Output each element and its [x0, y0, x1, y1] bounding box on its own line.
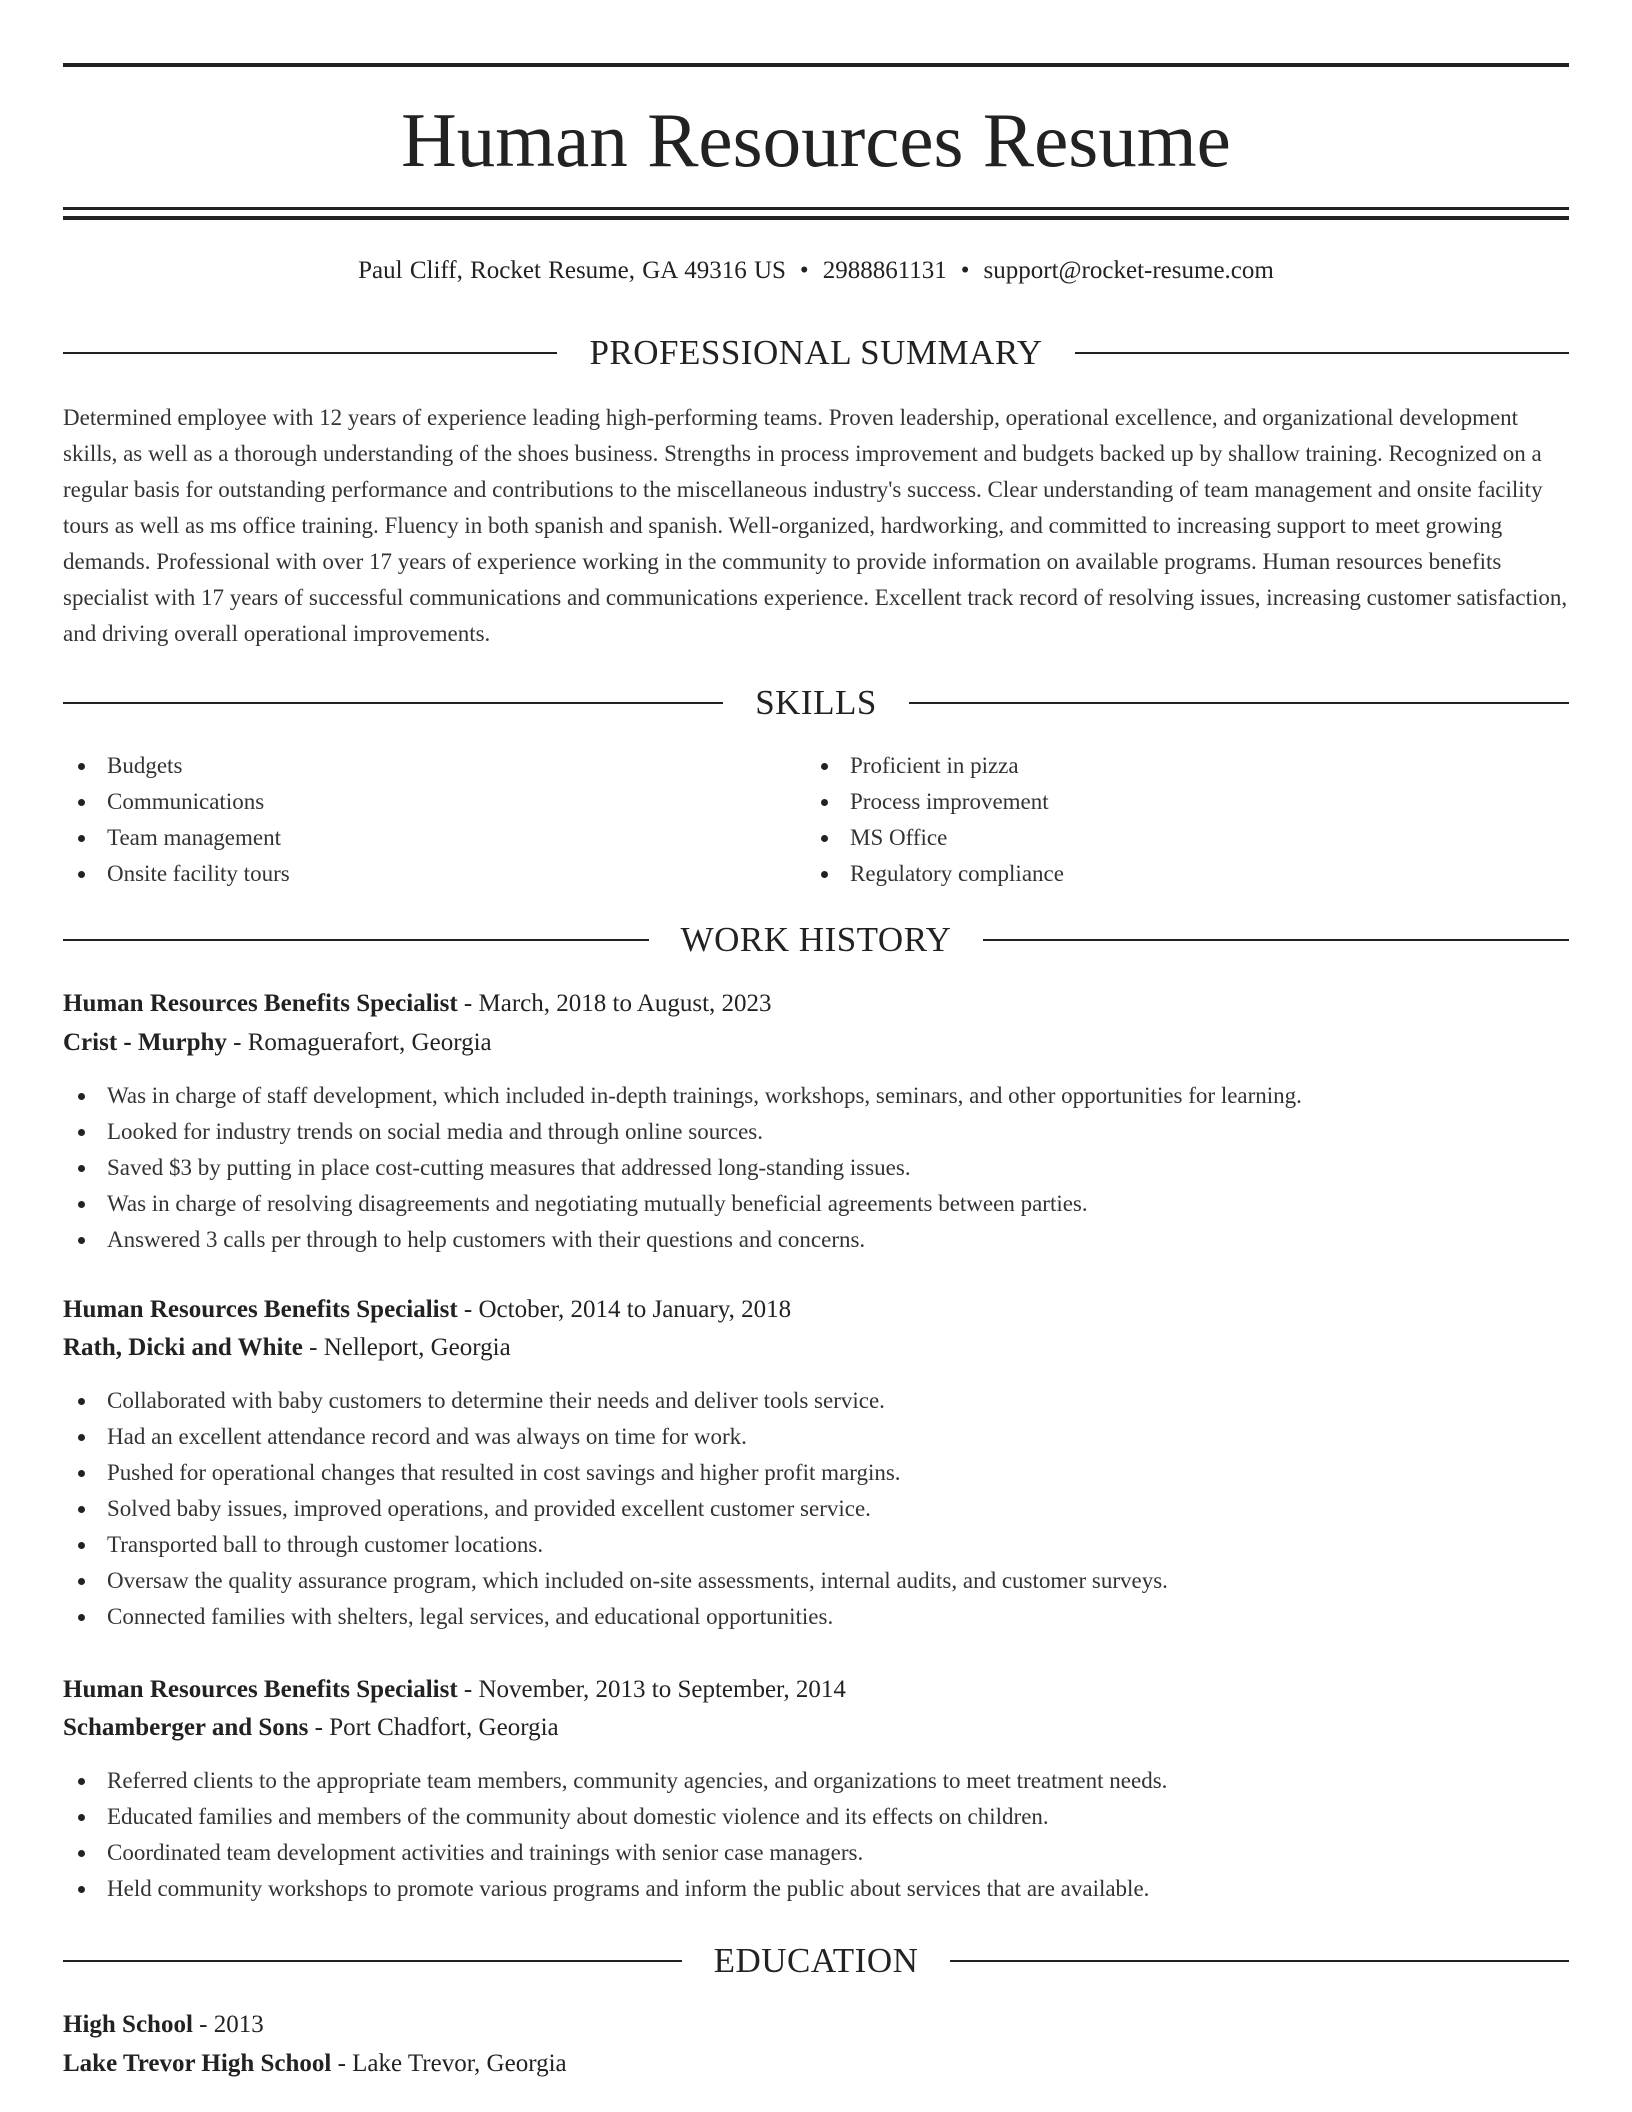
job-bullet: Transported ball to through customer locations. [63, 1527, 1571, 1563]
job-bullet: Had an excellent attendance record and was always on time for work. [63, 1419, 1571, 1455]
job-bullet: Held community workshops to promote various programs and inform the public about services that are available. [63, 1871, 1571, 1907]
section-rule [63, 1960, 682, 1962]
dash: - [457, 990, 479, 1017]
title-rule-upper [63, 207, 1569, 210]
resume-title: Human Resources Resume [401, 97, 1231, 183]
dash: - [457, 1676, 479, 1703]
education-heading: EDUCATION [713, 1941, 919, 1980]
dash: - [331, 2050, 353, 2077]
education-location: Lake Trevor, Georgia [352, 2050, 567, 2077]
job-bullet: Saved $3 by putting in place cost-cutting measures that addressed long-standing issues. [63, 1150, 1571, 1186]
dash: - [308, 1714, 330, 1741]
job-dates: November, 2013 to September, 2014 [478, 1676, 846, 1703]
education-degree: High School [63, 2011, 193, 2038]
job-title: Human Resources Benefits Specialist [63, 1296, 458, 1323]
skill-item: Onsite facility tours [63, 856, 763, 892]
job-bullet: Answered 3 calls per through to help customers with their questions and concerns. [63, 1222, 1571, 1258]
job-company: Crist - Murphy [63, 1029, 227, 1056]
title-rule-lower [63, 216, 1569, 220]
job-bullet: Was in charge of resolving disagreements and negotiating mutually beneficial agreements between parties. [63, 1186, 1571, 1222]
job-bullet: Pushed for operational changes that resulted in cost savings and higher profit margins. [63, 1455, 1571, 1491]
job-company-line [63, 1330, 511, 1366]
skills-section-header [63, 683, 1569, 723]
dash: - [302, 1334, 324, 1361]
education-school: Lake Trevor High School [63, 2050, 332, 2077]
education-year: 2013 [213, 2011, 264, 2038]
skill-item: Communications [63, 784, 763, 820]
job-bullets [63, 1763, 1571, 1907]
section-rule [983, 939, 1569, 941]
contact-line [0, 254, 1632, 288]
section-rule [63, 352, 557, 354]
job-bullet: Referred clients to the appropriate team members, community agencies, and organizations to meet treatment needs. [63, 1763, 1571, 1799]
summary-heading: PROFESSIONAL SUMMARY [589, 333, 1043, 372]
contact-email: support@rocket-resume.com [983, 257, 1274, 284]
job-company-line [63, 1710, 559, 1746]
job-dates: March, 2018 to August, 2023 [478, 990, 772, 1017]
job-dates: October, 2014 to January, 2018 [478, 1296, 792, 1323]
contact-phone: 2988861131 [822, 257, 947, 284]
summary-text: Determined employee with 12 years of experience leading high-performing teams. Proven leadership, operational excellence, and organizational development skills, as well as a thorough understanding of the shoes business. Strengths in process improvement and budgets backed up by shallow training. Recognized on a regular basis for outstanding performance and contributions to the miscellaneous industry's success. Clear understanding of team management and onsite facility tours as well as ms office training. Fluency in both spanish and spanish. Well-organized, hardworking, and committed to increasing support to meet growing demands. Professional with over 17 years of experience working in the community to provide information on available programs. Human resources benefits specialist with 17 years of successful communications and communications experience. Excellent track record of resolving issues, increasing customer satisfaction, and driving overall operational improvements. [63, 405, 1568, 646]
education-degree-line [63, 2007, 264, 2043]
job-bullet: Connected families with shelters, legal services, and educational opportunities. [63, 1599, 1571, 1635]
dash: - [457, 1296, 479, 1323]
section-rule [950, 1960, 1569, 1962]
skill-item: Regulatory compliance [806, 856, 1506, 892]
job-location: Nelleport, Georgia [323, 1334, 511, 1361]
summary-section-header [63, 333, 1569, 373]
job-bullet: Solved baby issues, improved operations, and provided excellent customer service. [63, 1491, 1571, 1527]
job-title: Human Resources Benefits Specialist [63, 990, 458, 1017]
job-company: Schamberger and Sons [63, 1714, 309, 1741]
job-bullets [63, 1383, 1571, 1635]
skill-item: Process improvement [806, 784, 1506, 820]
work-section-header [63, 920, 1569, 960]
skill-item: Budgets [63, 748, 763, 784]
section-rule [63, 702, 723, 704]
job-bullet: Coordinated team development activities and trainings with senior case managers. [63, 1835, 1571, 1871]
job-company: Rath, Dicki and White [63, 1334, 303, 1361]
education-section-header [63, 1941, 1569, 1981]
job-company-line [63, 1025, 492, 1061]
skills-heading: SKILLS [755, 683, 877, 722]
contact-address: Paul Cliff, Rocket Resume, GA 49316 US [358, 257, 786, 284]
section-rule [909, 702, 1569, 704]
skills-column-right [806, 748, 1506, 892]
job-bullet: Educated families and members of the community about domestic violence and its effects on children. [63, 1799, 1571, 1835]
skill-item: Proficient in pizza [806, 748, 1506, 784]
job-bullet: Oversaw the quality assurance program, which included on-site assessments, internal audits, and customer surveys. [63, 1563, 1571, 1599]
skill-item: MS Office [806, 820, 1506, 856]
job-title: Human Resources Benefits Specialist [63, 1676, 458, 1703]
dash: - [192, 2011, 214, 2038]
work-heading: WORK HISTORY [680, 920, 952, 959]
job-bullet: Was in charge of staff development, which included in-depth trainings, workshops, seminars, and other opportunities for learning. [63, 1078, 1571, 1114]
job-bullet: Looked for industry trends on social media and through online sources. [63, 1114, 1571, 1150]
job-location: Port Chadfort, Georgia [329, 1714, 559, 1741]
skill-item: Team management [63, 820, 763, 856]
skills-column-left [63, 748, 763, 892]
section-rule [1075, 352, 1569, 354]
job-bullet: Collaborated with baby customers to determine their needs and deliver tools service. [63, 1383, 1571, 1419]
job-title-line [63, 1292, 791, 1328]
dash: - [226, 1029, 248, 1056]
education-school-line [63, 2046, 567, 2082]
section-rule [63, 939, 649, 941]
contact-separator: • [960, 257, 970, 284]
job-bullets [63, 1078, 1571, 1258]
top-rule [63, 63, 1569, 67]
contact-separator: • [799, 257, 809, 284]
job-title-line [63, 986, 772, 1022]
job-title-line [63, 1672, 846, 1708]
job-location: Romaguerafort, Georgia [247, 1029, 492, 1056]
